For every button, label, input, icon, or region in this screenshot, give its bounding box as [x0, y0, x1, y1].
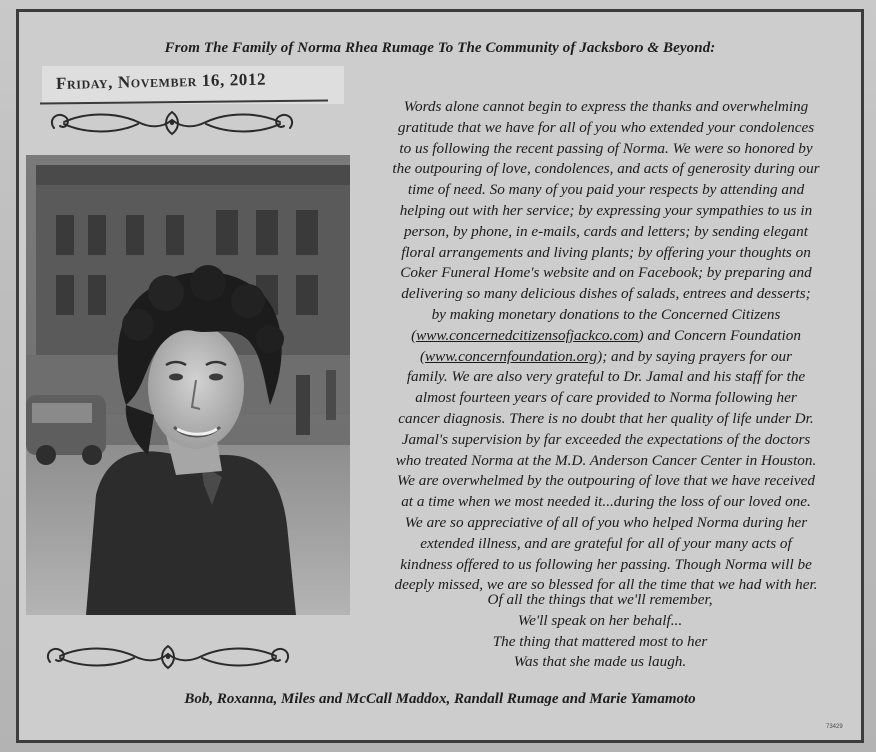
body-line: Jamal's supervision by far exceeded the expectations of the doctors — [401, 430, 811, 448]
bottom-flourish-icon — [42, 642, 294, 672]
family-signature: Bob, Roxanna, Miles and McCall Maddox, Randall Rumage and Marie Yamamoto — [184, 691, 696, 707]
top-flourish-icon — [46, 108, 298, 138]
body-line-with-link — [354, 347, 858, 368]
body-line: Words alone cannot begin to express the thanks and overwhelming — [403, 98, 809, 115]
body-line: gratitude that we have for all of you who extended your condolences — [397, 118, 815, 136]
portrait-photo — [26, 155, 350, 615]
poem-line: We'll speak on her behalf... — [517, 611, 683, 629]
notice-body — [354, 97, 858, 596]
poem-line: Of all the things that we'll remember, — [487, 591, 713, 608]
concern-foundation-link[interactable]: www.concernfoundation.org — [425, 347, 598, 365]
ad-code: 73429 — [826, 724, 843, 730]
body-line: time of need. So many of you paid your respects by attending and — [407, 181, 805, 199]
body-line: Coker Funeral Home's website and on Facebook; by preparing and — [400, 264, 812, 282]
body-line: at a time when we most needed it...during the loss of our loved one. — [401, 493, 811, 511]
body-line: extended illness, and are grateful for all of your many acts of — [420, 534, 792, 552]
body-line: cancer diagnosis. There is no doubt that her quality of life under Dr. — [398, 409, 814, 427]
dateline-box — [42, 66, 344, 104]
body-line-with-link — [354, 326, 858, 347]
portrait-photo-icon — [26, 155, 350, 615]
body-line: helping out with her service; by expressing your sympathies to us in — [399, 201, 813, 219]
poem — [360, 590, 840, 673]
body-line: delivering so many delicious dishes of salads, entrees and desserts; — [401, 285, 811, 303]
link-prefix: ( — [411, 326, 417, 344]
body-line: floral arrangements and living plants; by offering your thoughts on — [401, 243, 811, 261]
link-prefix: ( — [419, 347, 426, 365]
poem-line: The thing that mattered most to her — [492, 632, 708, 650]
body-line: to us following the recent passing of Norma. We were so honored by — [399, 139, 813, 157]
notice-header: From The Family of Norma Rhea Rumage To The Community of Jacksboro & Beyond: — [164, 40, 716, 56]
body-line: kindness offered to us following her passing. Though Norma will be — [400, 555, 812, 573]
body-line: who treated Norma at the M.D. Anderson Cancer Center in Houston. — [395, 451, 817, 469]
link-suffix: ) and Concern Foundation — [638, 326, 801, 344]
body-line: the outpouring of love, condolences, and acts of generosity during our — [392, 160, 820, 178]
body-line: almost fourteen years of care provided to Norma following her — [415, 389, 797, 407]
body-line: We are overwhelmed by the outpouring of love that we have received — [397, 472, 815, 490]
publication-date: Friday, November 16, 2012 — [55, 69, 267, 93]
poem-line: Was that she made us laugh. — [513, 653, 687, 671]
body-line: by making monetary donations to the Concerned Citizens — [431, 305, 781, 323]
concerned-citizens-link[interactable]: www.concernedcitizensofjackco.com — [416, 326, 639, 344]
body-line: deeply missed, we are so blessed for all the time that we had with her. — [394, 576, 818, 594]
body-line: We are so appreciative of all of you who helped Norma during her — [404, 513, 808, 531]
body-line: family. We are also very grateful to Dr. Jamal and his staff for the — [406, 368, 806, 386]
body-line: person, by phone, in e-mails, cards and letters; by sending elegant — [404, 222, 808, 240]
link-suffix: ); and by saying prayers for our — [597, 347, 793, 365]
